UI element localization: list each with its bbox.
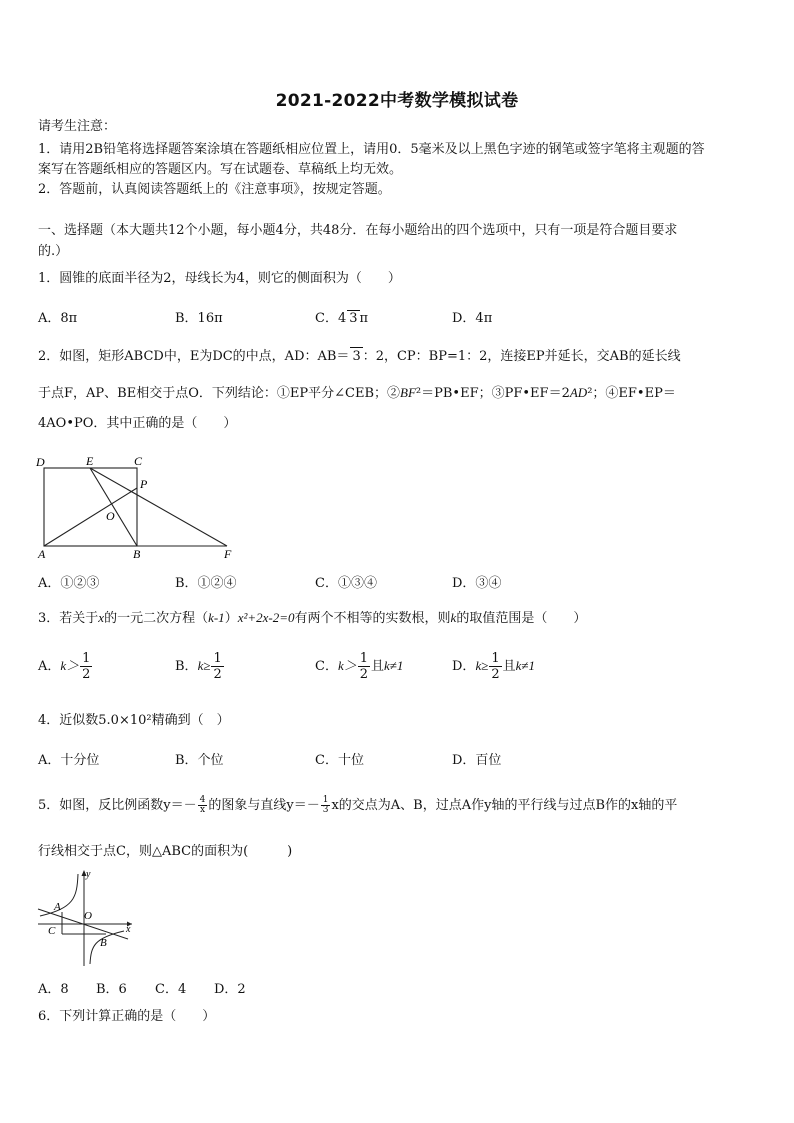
q5-fraction-1-num: 4 xyxy=(199,795,206,805)
q3-option-b-fraction-num: 1 xyxy=(213,651,222,666)
section-heading-line1: 一、选择题（本大题共12个小题，每小题4分，共48分．在每小题给出的四个选项中，只有一项是符合题目要求 xyxy=(38,223,678,238)
q4-option-b[interactable]: B．个位 xyxy=(175,753,224,768)
q5-option-c[interactable]: C．4 xyxy=(155,982,187,997)
q2-line2 xyxy=(38,384,676,403)
q3-stem-e: 的取值范围是（ ） xyxy=(456,611,587,626)
q3-option-d-label: D． xyxy=(452,659,476,674)
q5-fraction-2 xyxy=(321,796,331,815)
q3-option-b-label: B． xyxy=(175,659,198,674)
q5-label-y: y xyxy=(86,869,91,880)
q2-option-d[interactable]: D．③④ xyxy=(452,576,502,591)
q5-option-a[interactable]: A．8 xyxy=(38,982,69,997)
q4-stem-b: 精确到（ ） xyxy=(151,713,230,728)
page-title: 2021-2022中考数学模拟试卷 xyxy=(275,91,519,111)
q2-label-e: E xyxy=(86,454,94,468)
q5-line1-b: 的图象与直线y＝－ xyxy=(208,798,320,813)
q3-stem-c: ） xyxy=(224,611,238,626)
q5-label-b: B xyxy=(100,937,107,949)
q2-option-c[interactable]: C．①③④ xyxy=(315,576,377,591)
q2-conclusion-2-marker: ② xyxy=(387,386,401,401)
q2-conclusion-3-ad: AD xyxy=(569,385,588,400)
q3-option-b[interactable] xyxy=(175,651,225,682)
q2-line1-text-a: 2．如图，矩形ABCD中，E为DC的中点，AD：AB＝ xyxy=(38,349,350,364)
q2-conclusion-2: ²＝PB•EF； xyxy=(415,386,492,401)
q2-figure-rectangle xyxy=(34,452,244,560)
q1-option-c[interactable] xyxy=(315,307,368,326)
q2-conclusion-1-marker: ① xyxy=(276,386,290,401)
q3-option-c-fraction-den: 2 xyxy=(359,667,369,682)
q2-label-c: C xyxy=(134,454,143,468)
notice-item2: 2．答题前，认真阅读答题纸上的《注意事项》，按规定答题。 xyxy=(38,182,391,197)
q2-line1 xyxy=(38,347,681,366)
q5-label-x: x xyxy=(126,924,131,935)
q3-option-b-var: k≥ xyxy=(197,658,211,673)
q2-conclusion-3-marker: ③ xyxy=(491,386,505,401)
q3-stem xyxy=(38,609,586,628)
q5-option-b[interactable]: B．6 xyxy=(96,982,127,997)
q3-stem-a: 3．若关于 xyxy=(38,611,99,626)
q2-option-b[interactable]: B．①②④ xyxy=(175,576,237,591)
q3-option-a-fraction xyxy=(80,651,92,682)
q4-option-a[interactable]: A．十分位 xyxy=(38,753,100,768)
q4-option-d[interactable]: D．百位 xyxy=(452,753,502,768)
q2-line2-text-a: 于点F，AP、BE相交于点O．下列结论： xyxy=(38,386,277,401)
q3-option-a-var: k＞ xyxy=(60,658,80,673)
q5-fraction-1 xyxy=(198,796,208,815)
q2-label-o: O xyxy=(106,509,115,523)
q3-option-a-fraction-num: 1 xyxy=(82,651,91,666)
q3-option-c-label: C． xyxy=(315,659,338,674)
q5-label-a: A xyxy=(54,901,61,913)
q1-option-c-sqrt: 3 xyxy=(349,311,358,326)
q2-option-a[interactable]: A．①②③ xyxy=(38,576,100,591)
q5-line1 xyxy=(38,796,677,815)
q4-number: 5.0×10² xyxy=(98,713,152,728)
q3-option-a-label: A． xyxy=(38,659,61,674)
q3-option-d-fraction xyxy=(489,651,501,682)
q1-option-d[interactable]: D．4π xyxy=(452,311,493,326)
q2-conclusion-4: EF•EP＝ xyxy=(618,386,676,401)
section-heading-line2: 的.） xyxy=(38,244,69,259)
q2-conclusion-1: EP平分∠CEB； xyxy=(289,386,387,401)
q5-line1-c: x的交点为A、B，过点A作y轴的平行线与过点B作的x轴的平 xyxy=(331,798,678,813)
q3-stem-b: 的一元二次方程（ xyxy=(104,611,209,626)
q5-fraction-2-den: 3 xyxy=(322,805,329,815)
q6-stem: 6．下列计算正确的是（ ） xyxy=(38,1009,216,1024)
notice-heading: 请考生注意： xyxy=(38,119,117,134)
q2-line1-text-b: ：2，CP：BP=1：2，连接EP并延长，交AB的延长线 xyxy=(362,349,681,364)
q5-fraction-1-den: x xyxy=(199,805,206,815)
q3-option-d-fraction-den: 2 xyxy=(491,667,500,682)
q3-option-c-fraction-num: 1 xyxy=(359,651,369,666)
q3-option-b-fraction-den: 2 xyxy=(213,667,222,682)
q1-option-b[interactable]: B．16π xyxy=(175,311,223,326)
q4-stem xyxy=(38,712,230,730)
q3-coef: k-1 xyxy=(208,610,225,625)
q5-fraction-2-num: 1 xyxy=(322,795,329,805)
q5-line2: 行线相交于点C，则△ABC的面积为( ) xyxy=(38,844,293,859)
q3-var-k: k xyxy=(450,610,457,625)
q3-option-c-fraction xyxy=(358,651,370,682)
q4-option-c[interactable]: C．十位 xyxy=(315,753,364,768)
q3-option-c-cond: k≠1 xyxy=(384,658,404,673)
q5-line1-a: 5．如图，反比例函数y＝－ xyxy=(38,798,197,813)
q2-conclusion-3-tail: ²； xyxy=(587,386,606,401)
q2-ratio-sqrt: 3 xyxy=(352,349,361,364)
q3-option-d-fraction-num: 1 xyxy=(491,651,500,666)
q3-option-a-fraction-den: 2 xyxy=(82,667,91,682)
q3-option-c[interactable] xyxy=(315,651,403,682)
q3-option-d-cond: k≠1 xyxy=(515,658,536,673)
q2-label-d: D xyxy=(36,455,45,469)
q2-line3: 4AO•PO．其中正确的是（ ） xyxy=(38,416,237,431)
q2-label-f: F xyxy=(224,547,232,560)
q2-conclusion-3: PF•EF＝2 xyxy=(504,386,570,401)
q2-conclusion-2-bf: BF xyxy=(400,385,416,400)
q3-option-d[interactable] xyxy=(452,651,535,682)
q3-option-c-and: 且 xyxy=(371,659,385,674)
q3-option-b-fraction xyxy=(211,651,223,682)
q1-option-a[interactable]: A．8π xyxy=(38,311,78,326)
q2-label-a: A xyxy=(38,547,46,560)
q5-option-d[interactable]: D．2 xyxy=(214,982,246,997)
q2-label-p: P xyxy=(140,477,148,491)
q3-option-c-var: k＞ xyxy=(337,658,357,673)
q1-option-c-pi: π xyxy=(359,311,369,326)
q5-label-o: O xyxy=(84,910,92,922)
q4-stem-a: 4．近似数 xyxy=(38,713,99,728)
q3-equation: x²+2x-2=0 xyxy=(237,610,295,625)
q1-option-c-prefix: C．4 xyxy=(315,311,347,326)
notice-item1-line2: 案写在答题纸相应的答题区内。写在试题卷、草稿纸上均无效。 xyxy=(38,162,403,177)
q3-option-d-var: k≥ xyxy=(475,658,489,673)
q3-option-a[interactable] xyxy=(38,651,93,682)
q3-option-d-and: 且 xyxy=(502,659,516,674)
q3-stem-d: 有两个不相等的实数根，则 xyxy=(294,611,451,626)
q5-label-c: C xyxy=(48,925,56,937)
q5-figure-graph xyxy=(34,868,138,968)
notice-item1-line1: 1．请用2B铅笔将选择题答案涂填在答题纸相应位置上，请用0．5毫米及以上黑色字迹的钢笔或签字笔将主观题的答 xyxy=(38,142,705,157)
q3-var-x: x xyxy=(98,610,105,625)
q2-label-b: B xyxy=(133,547,141,560)
q1-stem: 1．圆锥的底面半径为2，母线长为4，则它的侧面积为（ ） xyxy=(38,271,401,286)
q2-conclusion-4-marker: ④ xyxy=(605,386,619,401)
